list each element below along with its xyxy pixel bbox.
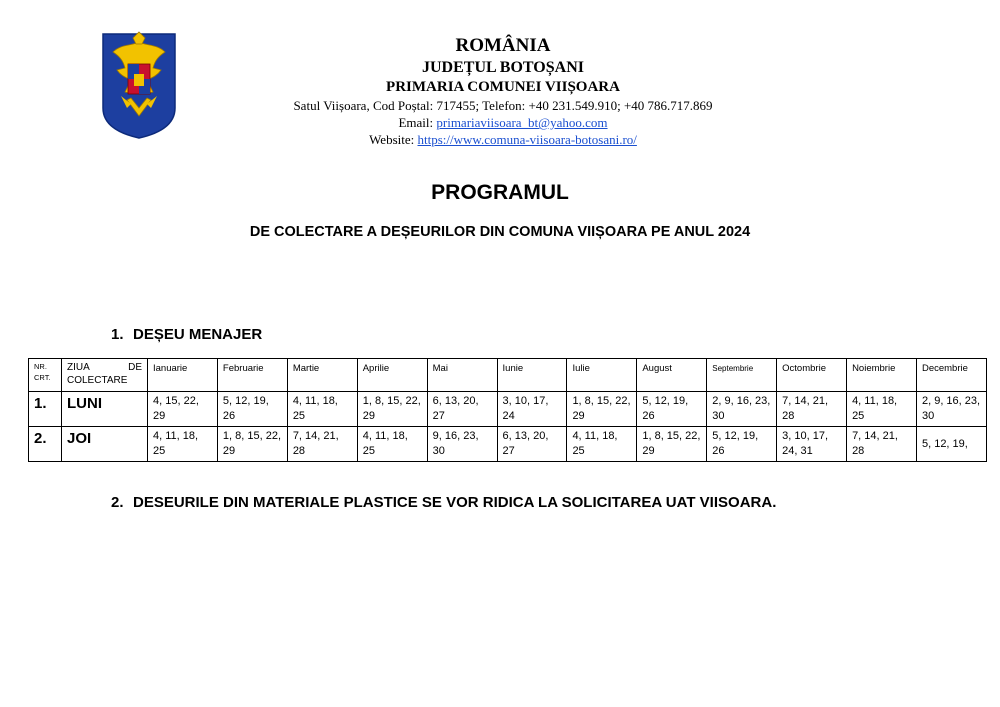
date-cell: 7, 14, 21, 28	[847, 427, 917, 462]
section-heading-plastic	[111, 494, 776, 511]
row-number: 1.	[29, 392, 62, 427]
country-name: ROMÂNIA	[455, 35, 551, 56]
day-header-top-line	[67, 361, 142, 374]
date-cell: 3, 10, 17, 24	[497, 392, 567, 427]
section-label: DESEURILE DIN MATERIALE PLASTICE SE VOR RIDICA LA SOLICITAREA UAT VIISOARA.	[133, 494, 777, 511]
date-cell: 1, 8, 15, 22, 29	[567, 392, 637, 427]
month-header: August	[637, 359, 707, 392]
date-cell: 1, 8, 15, 22, 29	[637, 427, 707, 462]
month-header: Iulie	[567, 359, 637, 392]
month-header: Septembrie	[707, 359, 777, 392]
crt-header-line: CRT.	[34, 373, 51, 382]
coat-of-arms-logo	[101, 30, 177, 140]
date-cell: 4, 11, 18, 25	[287, 392, 357, 427]
section-label: DEȘEU MENAJER	[133, 326, 263, 343]
website-link[interactable]: https://www.comuna-viisoara-botosani.ro/	[417, 132, 637, 147]
date-cell: 4, 11, 18, 25	[357, 427, 427, 462]
date-cell: 5, 12, 19, 26	[217, 392, 287, 427]
email-link[interactable]: primariaviisoara_bt@yahoo.com	[436, 115, 608, 130]
date-cell: 4, 15, 22, 29	[148, 392, 218, 427]
month-header: Februarie	[217, 359, 287, 392]
date-cell: 7, 14, 21, 28	[287, 427, 357, 462]
postal-address: Satul Viișoara, Cod Poștal: 717455; Telefon: +40 231.549.910; +40 786.717.869	[293, 98, 713, 113]
date-cell: 4, 11, 18, 25	[148, 427, 218, 462]
date-cell: 1, 8, 15, 22, 29	[357, 392, 427, 427]
email-line	[250, 114, 756, 131]
table-header-row	[29, 359, 987, 392]
document-title: PROGRAMUL	[431, 181, 569, 204]
row-number: 2.	[29, 427, 62, 462]
date-cell: 2, 9, 16, 23, 30	[916, 392, 986, 427]
month-header: Decembrie	[916, 359, 986, 392]
date-cell: 5, 12, 19,	[916, 427, 986, 462]
date-cell: 6, 13, 20, 27	[427, 392, 497, 427]
month-header: Noiembrie	[847, 359, 917, 392]
collection-day: JOI	[62, 427, 148, 462]
month-header: Iunie	[497, 359, 567, 392]
date-cell: 6, 13, 20, 27	[497, 427, 567, 462]
table-row	[29, 392, 987, 427]
county-name: JUDEȚUL BOTOȘANI	[422, 59, 584, 76]
month-header: Ianuarie	[148, 359, 218, 392]
date-cell: 5, 12, 19, 26	[707, 427, 777, 462]
nr-header-line: NR.	[34, 362, 47, 371]
collection-day-header	[62, 359, 148, 392]
date-cell: 5, 12, 19, 26	[637, 392, 707, 427]
section-heading-menajer	[111, 326, 262, 343]
section-number: 2.	[111, 494, 124, 511]
date-cell: 3, 10, 17, 24, 31	[777, 427, 847, 462]
website-line	[250, 131, 756, 148]
nr-crt-header	[29, 359, 62, 392]
section-number: 1.	[111, 326, 124, 343]
document-subtitle: DE COLECTARE A DEȘEURILOR DIN COMUNA VIIȘOARA PE ANUL 2024	[249, 224, 751, 240]
day-header-bottom-line: COLECTARE	[67, 375, 128, 386]
day-header-word: DE	[128, 362, 142, 373]
email-label: Email:	[398, 115, 434, 130]
date-cell: 4, 11, 18, 25	[847, 392, 917, 427]
month-header: Aprilie	[357, 359, 427, 392]
website-label: Website:	[369, 132, 415, 147]
date-cell: 1, 8, 15, 22, 29	[217, 427, 287, 462]
collection-schedule-table	[28, 358, 987, 462]
day-header-word: ZIUA	[67, 362, 90, 373]
table-row	[29, 427, 987, 462]
month-header: Octombrie	[777, 359, 847, 392]
letterhead	[250, 34, 756, 148]
collection-day: LUNI	[62, 392, 148, 427]
town-hall-name: PRIMARIA COMUNEI VIIȘOARA	[386, 79, 620, 95]
month-header: Martie	[287, 359, 357, 392]
date-cell: 9, 16, 23, 30	[427, 427, 497, 462]
month-header: Mai	[427, 359, 497, 392]
date-cell: 4, 11, 18, 25	[567, 427, 637, 462]
date-cell: 7, 14, 21, 28	[777, 392, 847, 427]
date-cell: 2, 9, 16, 23, 30	[707, 392, 777, 427]
